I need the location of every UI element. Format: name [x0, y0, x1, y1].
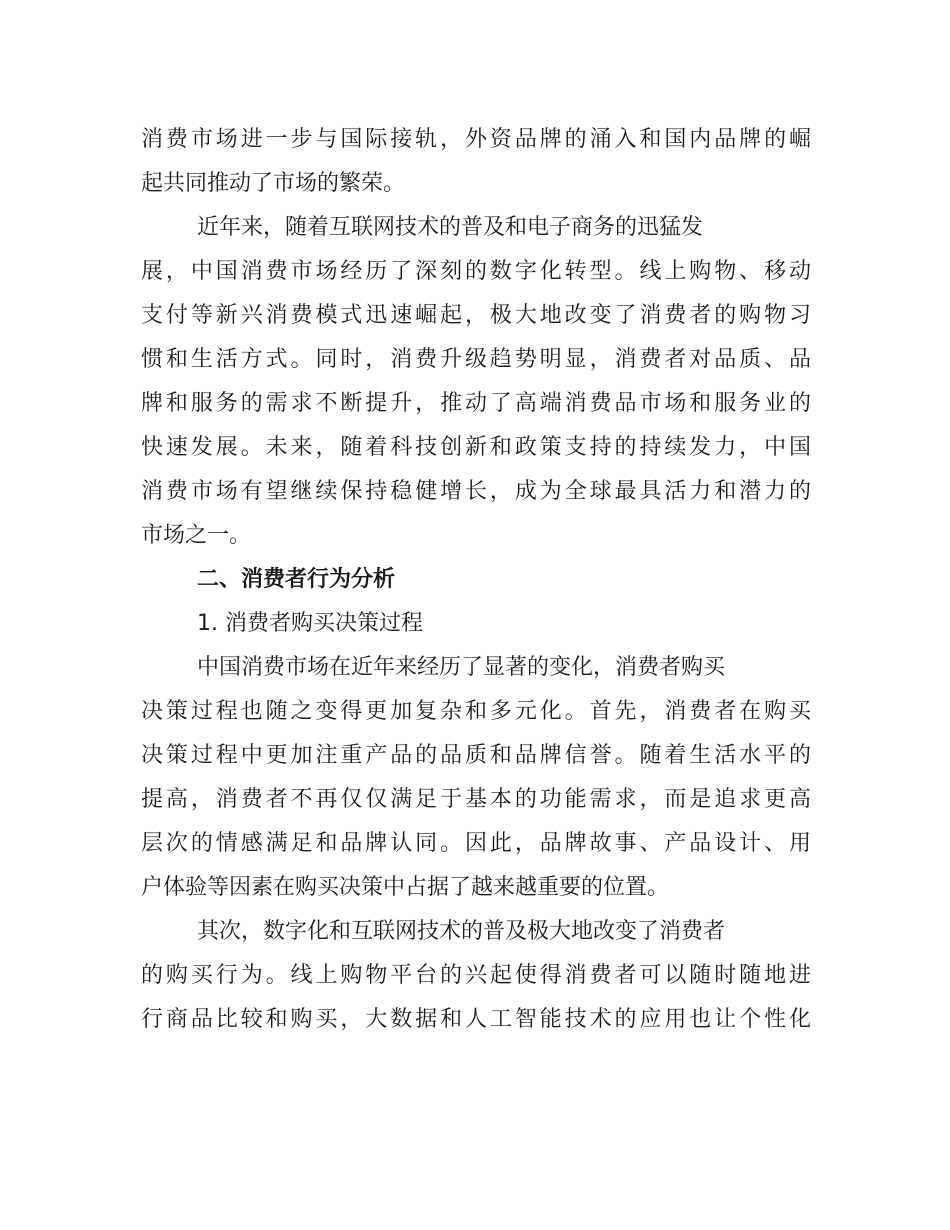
text-line: 层次的情感满足和品牌认同。因此，品牌故事、产品设计、用 [141, 831, 811, 856]
text-line: 中国消费市场在近年来经历了显著的变化，消费者购买 [197, 655, 726, 680]
text-line: 支付等新兴消费模式迅速崛起，极大地改变了消费者的购物习 [141, 303, 811, 328]
text-line: 消费市场进一步与国际接轨，外资品牌的涌入和国内品牌的崛 [141, 127, 811, 152]
document-body [141, 118, 811, 1042]
paragraph-digital-purchase [141, 910, 811, 1042]
text-line: 户体验等因素在购买决策中占据了越来越重要的位置。 [141, 875, 670, 900]
paragraph-market-integration [141, 118, 811, 206]
text-line: 展，中国消费市场经历了深刻的数字化转型。线上购物、移动 [141, 259, 811, 284]
text-line: 其次，数字化和互联网技术的普及极大地改变了消费者 [197, 919, 726, 944]
paragraph-digital-transformation [141, 206, 811, 558]
subsection-heading: 1. 消费者购买决策过程 [197, 611, 423, 636]
text-line: 消费市场有望继续保持稳健增长，成为全球最具活力和潜力的 [141, 479, 811, 504]
text-line: 牌和服务的需求不断提升，推动了高端消费品市场和服务业的 [141, 391, 811, 416]
text-line: 惯和生活方式。同时，消费升级趋势明显，消费者对品质、品 [141, 347, 811, 372]
text-line: 市场之一。 [141, 523, 252, 548]
text-line: 行商品比较和购买，大数据和人工智能技术的应用也让个性化 [141, 1007, 811, 1032]
paragraph-decision-process [141, 646, 811, 910]
text-line: 起共同推动了市场的繁荣。 [141, 171, 406, 196]
text-line: 近年来，随着互联网技术的普及和电子商务的迅猛发 [197, 215, 704, 240]
text-line: 决策过程中更加注重产品的品质和品牌信誉。随着生活水平的 [141, 743, 811, 768]
text-line: 提高，消费者不再仅仅满足于基本的功能需求，而是追求更高 [141, 787, 811, 812]
section-heading: 二、消费者行为分析 [197, 567, 396, 592]
text-line: 的购买行为。线上购物平台的兴起使得消费者可以随时随地进 [141, 963, 811, 988]
text-line: 决策过程也随之变得更加复杂和多元化。首先，消费者在购买 [141, 699, 811, 724]
text-line: 快速发展。未来，随着科技创新和政策支持的持续发力，中国 [141, 435, 811, 460]
